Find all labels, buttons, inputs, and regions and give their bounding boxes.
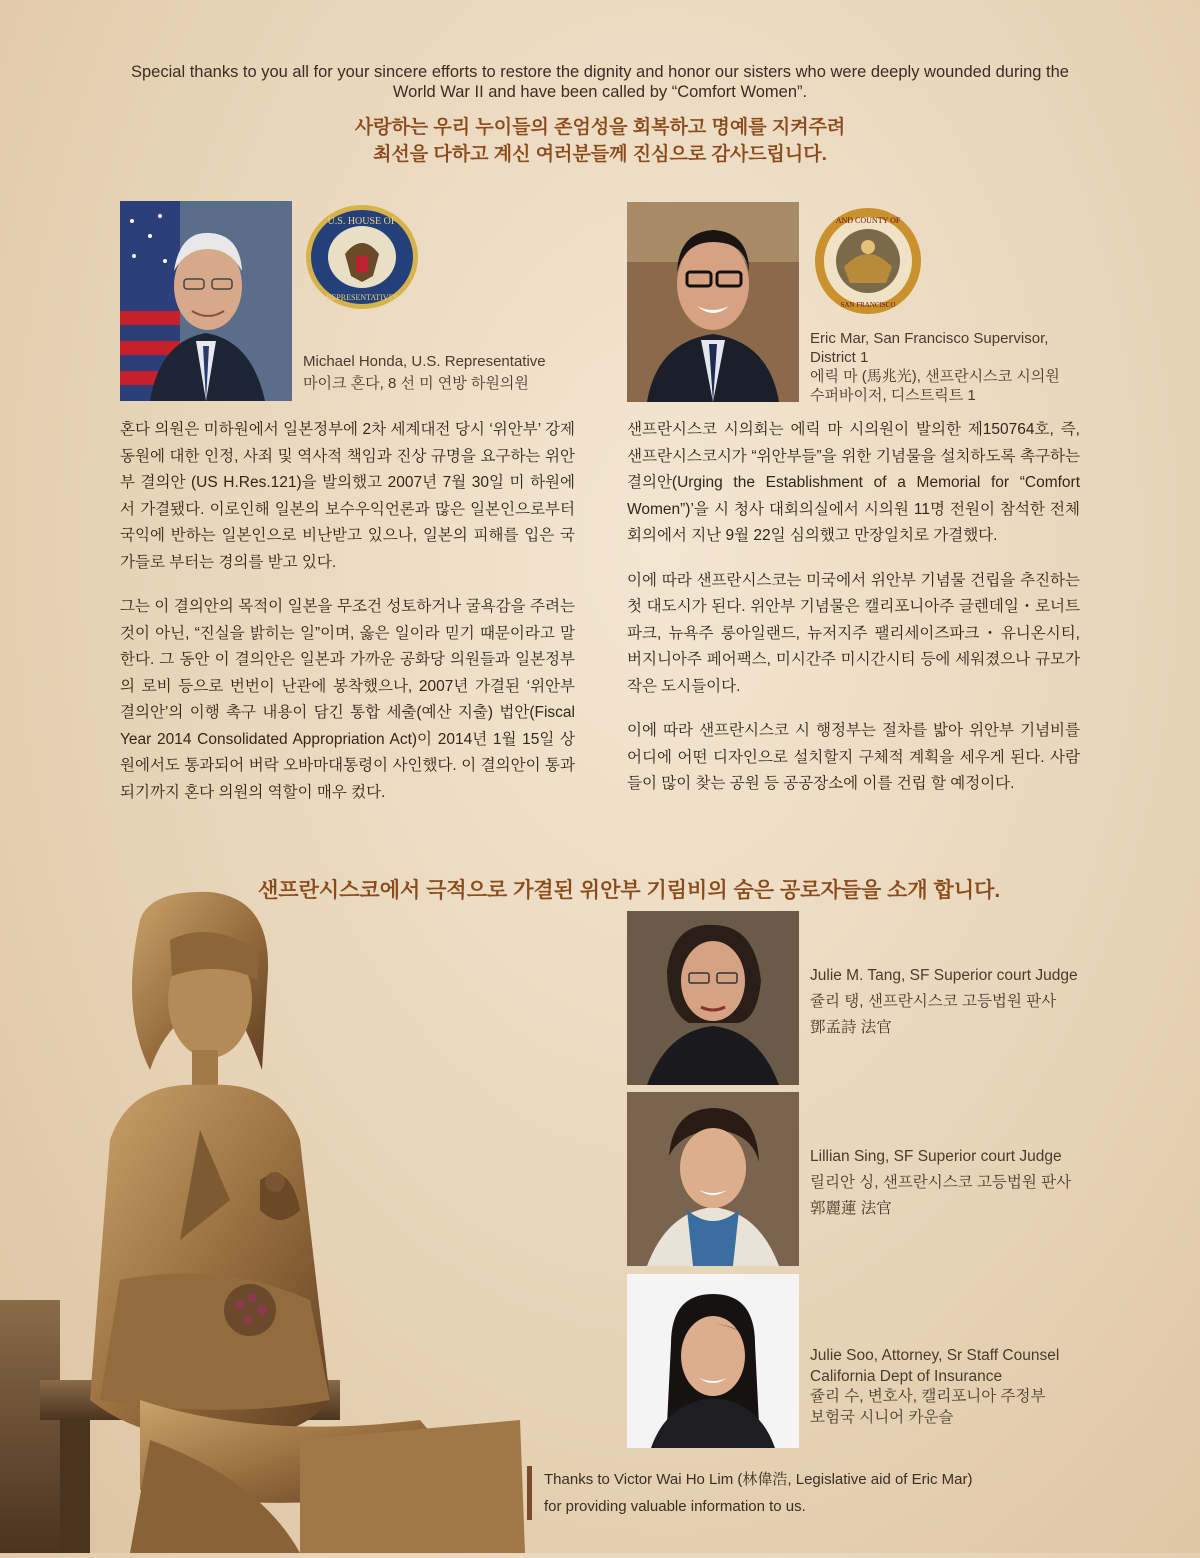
julie-tang-photo — [627, 911, 799, 1085]
intro-korean — [120, 114, 1080, 168]
svg-text:REPRESENTATIVES: REPRESENTATIVES — [326, 293, 398, 302]
mar-paragraph-2: 이에 따라 샌프란시스코는 미국에서 위안부 기념물 건립을 추진하는 첫 대도시가 된다. 위안부 기념물은 캘리포니아주 글렌데일・로너트파크, 뉴욕주 롱아일랜드, 뉴저지주 팰리세이즈파크・유니온시티, 버지니아주 페어팩스, 미시간주 미시간시티 등에 세워졌으나 규모가 작은 도시들이다. — [627, 571, 1080, 695]
julie-soo-photo — [627, 1274, 799, 1448]
julie-tang-caption-line3: 鄧孟詩 法官 — [810, 1019, 892, 1036]
julie-soo-caption — [810, 1346, 1059, 1428]
mar-caption-ko-1: 에릭 마 (馬兆光), 샌프란시스코 시의원 — [810, 368, 1060, 385]
lillian-sing-caption — [810, 1144, 1071, 1222]
lillian-sing-photo — [627, 1092, 799, 1266]
mar-caption-ko-2: 수퍼바이저, 디스트릭트 1 — [810, 387, 976, 404]
honda-paragraph-1: 혼다 의원은 미하원에서 일본정부에 2차 세계대전 당시 ‘위안부’ 강제동원에 대한 인정, 사죄 및 역사적 책임과 진상 규명을 요구하는 위안부 결의안 (US H.Res.121)을 발의했고 2007년 7월 30일 미 하원에서 가결됐다. 이로인해 일본의 보수우익언론과 많은 일본인으로부터 국익에 반하는 일본인으로 비난받고 있으나, 일본의 피해를 입은 국가들로 부터는 경의를 받고 있다. — [120, 421, 575, 571]
san-francisco-seal — [814, 207, 922, 315]
michael-honda-photo — [120, 201, 292, 401]
mar-caption-en-2: District 1 — [810, 349, 869, 366]
lillian-sing-caption-line2: 릴리안 싱, 샌프란시스코 고등법원 판사 — [810, 1174, 1072, 1191]
mar-body — [627, 417, 1080, 816]
intro-korean-line1: 사랑하는 우리 누이들의 존엄성을 회복하고 명예를 지켜주려 — [354, 117, 846, 138]
mar-paragraph-3: 이에 따라 샌프란시스코 시 행정부는 절차를 밟아 위안부 기념비를 어디에 어떤 디자인으로 설치할지 구체적 계획을 세우게 된다. 사람들이 많이 찾는 공원 등 공공장소에 이를 건립 할 예정이다. — [627, 722, 1080, 792]
lillian-sing-caption-line1: Lillian Sing, SF Superior court Judge — [810, 1148, 1062, 1165]
intro-english: Special thanks to you all for your sincere efforts to restore the dignity and honor our sisters who were deeply wounded during the World War II and have been called by “Comfort Women”. — [131, 63, 1069, 101]
honda-caption-en: Michael Honda, U.S. Representative — [303, 353, 546, 370]
julie-tang-caption-line2: 쥴리 탱, 샌프란시스코 고등법원 판사 — [810, 993, 1057, 1010]
svg-text:U.S. HOUSE OF: U.S. HOUSE OF — [327, 216, 397, 227]
contributors-headline: 샌프란시스코에서 극적으로 가결된 위안부 기림비의 숨은 공로자들을 소개 합니다. — [258, 879, 1001, 902]
eric-mar-photo — [627, 202, 799, 402]
honda-body — [120, 417, 575, 824]
thanks-line1: Thanks to Victor Wai Ho Lim (林偉浩, Legislative aid of Eric Mar) — [544, 1471, 973, 1488]
honda-caption-ko: 마이크 혼다, 8 선 미 연방 하원의원 — [303, 375, 529, 392]
comfort-women-statue-image — [0, 880, 530, 1553]
honda-caption — [303, 352, 546, 393]
thanks-note — [527, 1466, 972, 1520]
us-house-seal — [305, 204, 419, 310]
julie-tang-caption-line1: Julie M. Tang, SF Superior court Judge — [810, 967, 1078, 984]
julie-soo-caption-line4: 보험국 시니어 카운슬 — [810, 1408, 954, 1426]
julie-tang-caption — [810, 963, 1078, 1041]
lillian-sing-caption-line3: 郭麗蓮 法官 — [810, 1200, 892, 1217]
honda-paragraph-2: 그는 이 결의안의 목적이 일본을 무조건 성토하거나 굴욕감을 주려는 것이 아닌, “진실을 밝히는 일”이며, 옳은 일이라 믿기 때문이라고 말한다. 그 동안 이 결의안은 일본과 가까운 공화당 의원들과 일본정부의 로비 등으로 번번이 난관에 봉착했으나, 2007년 가결된 ‘위안부 결의안’의 이행 촉구 내용이 담긴 통합 세출(예산 지출) 법안(Fiscal Year 2014 Consolidated Appropriation Act)이 2014년 1월 15일 상원에서도 통과되어 버락 오바마대통령이 사인했다. 이 결의안이 통과되기까지 혼다 의원의 역할이 매우 컸다. — [120, 598, 575, 801]
intro-korean-line2: 최선을 다하고 계신 여러분들께 진심으로 감사드립니다. — [373, 144, 827, 165]
julie-soo-caption-line1: Julie Soo, Attorney, Sr Staff Counsel — [810, 1347, 1060, 1364]
julie-soo-caption-line2: California Dept of Insurance — [810, 1367, 1003, 1385]
mar-caption — [810, 329, 1060, 405]
svg-text:AND COUNTY OF: AND COUNTY OF — [835, 216, 901, 225]
mar-paragraph-1: 샌프란시스코 시의회는 에릭 마 시의원이 발의한 제150764호, 즉, 샌프란시스코시가 “위안부들”을 위한 기념물을 설치하도록 촉구하는 결의안(Urging the Establishment of a Memorial for “Comfort Women”)’을 시 청사 대회의실에서 시의원 11명 전원이 참석한 전체회의에서 지난 9월 22일 심의했고 만장일치로 가결했다. — [627, 421, 1080, 544]
julie-soo-caption-line3: 쥴리 수, 변호사, 캘리포니아 주정부 — [810, 1388, 1046, 1405]
svg-text:SAN FRANCISCO: SAN FRANCISCO — [840, 301, 896, 309]
thanks-line2: for providing valuable information to us. — [544, 1498, 806, 1515]
mar-caption-en-1: Eric Mar, San Francisco Supervisor, — [810, 330, 1049, 347]
